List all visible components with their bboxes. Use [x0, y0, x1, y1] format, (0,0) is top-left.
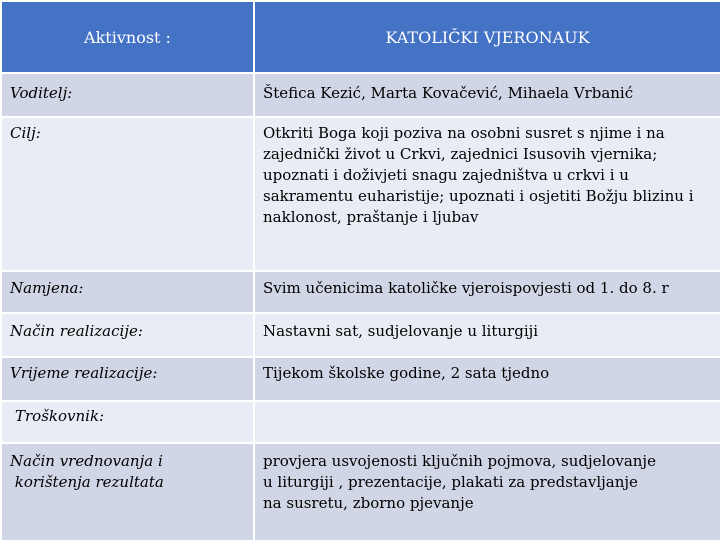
- purpose-value: Svim učenicima katoličke vjeroispovjesti od 1. do 8. r: [254, 271, 720, 313]
- evaluation-value-line-3: na susretu, zborno pjevanje: [263, 494, 474, 512]
- goal-label: Cilj:: [1, 117, 254, 271]
- table-row-leader: [1, 73, 720, 117]
- evaluation-value-line-2: u liturgiji , prezentacije, plakati za predstavljanje: [263, 473, 638, 491]
- cost-value: [254, 401, 720, 443]
- method-label: Način realizacije:: [1, 313, 254, 357]
- table-row-evaluation: [1, 443, 720, 541]
- table-header-row: [1, 1, 720, 73]
- activity-header-name: KATOLIČKI VJERONAUK: [254, 1, 720, 73]
- purpose-label: Namjena:: [1, 271, 254, 313]
- table-row-method: [1, 313, 720, 357]
- cost-label: Troškovnik:: [1, 401, 254, 443]
- leader-value: Štefica Kezić, Marta Kovačević, Mihaela Vrbanić: [254, 73, 720, 117]
- activity-header-label: Aktivnost :: [1, 1, 254, 73]
- time-label: Vrijeme realizacije:: [1, 357, 254, 401]
- goal-value: Otkriti Boga koji poziva na osobni susret s njime i na zajednički život u Crkvi, zajednici Isusovih vjernika; upoznati i doživjeti snagu zajedništva u crkvi i u sakramentu euharistije; upoznati i osjetiti Božju blizinu i naklonost, praštanje i ljubav: [254, 117, 720, 271]
- evaluation-value: [254, 443, 720, 541]
- leader-label: Voditelj:: [1, 73, 254, 117]
- method-value: Nastavni sat, sudjelovanje u liturgiji: [254, 313, 720, 357]
- evaluation-label-line-1: Način vrednovanja i: [10, 452, 163, 470]
- table-row-time: [1, 357, 720, 401]
- evaluation-value-line-1: provjera usvojenosti ključnih pojmova, sudjelovanje: [263, 452, 656, 470]
- table-row-cost: [1, 401, 720, 443]
- time-value: Tijekom školske godine, 2 sata tjedno: [254, 357, 720, 401]
- table-row-purpose: [1, 271, 720, 313]
- table-row-goal: [1, 117, 720, 271]
- evaluation-label-line-2: korištenja rezultata: [10, 473, 164, 491]
- evaluation-label: [1, 443, 254, 541]
